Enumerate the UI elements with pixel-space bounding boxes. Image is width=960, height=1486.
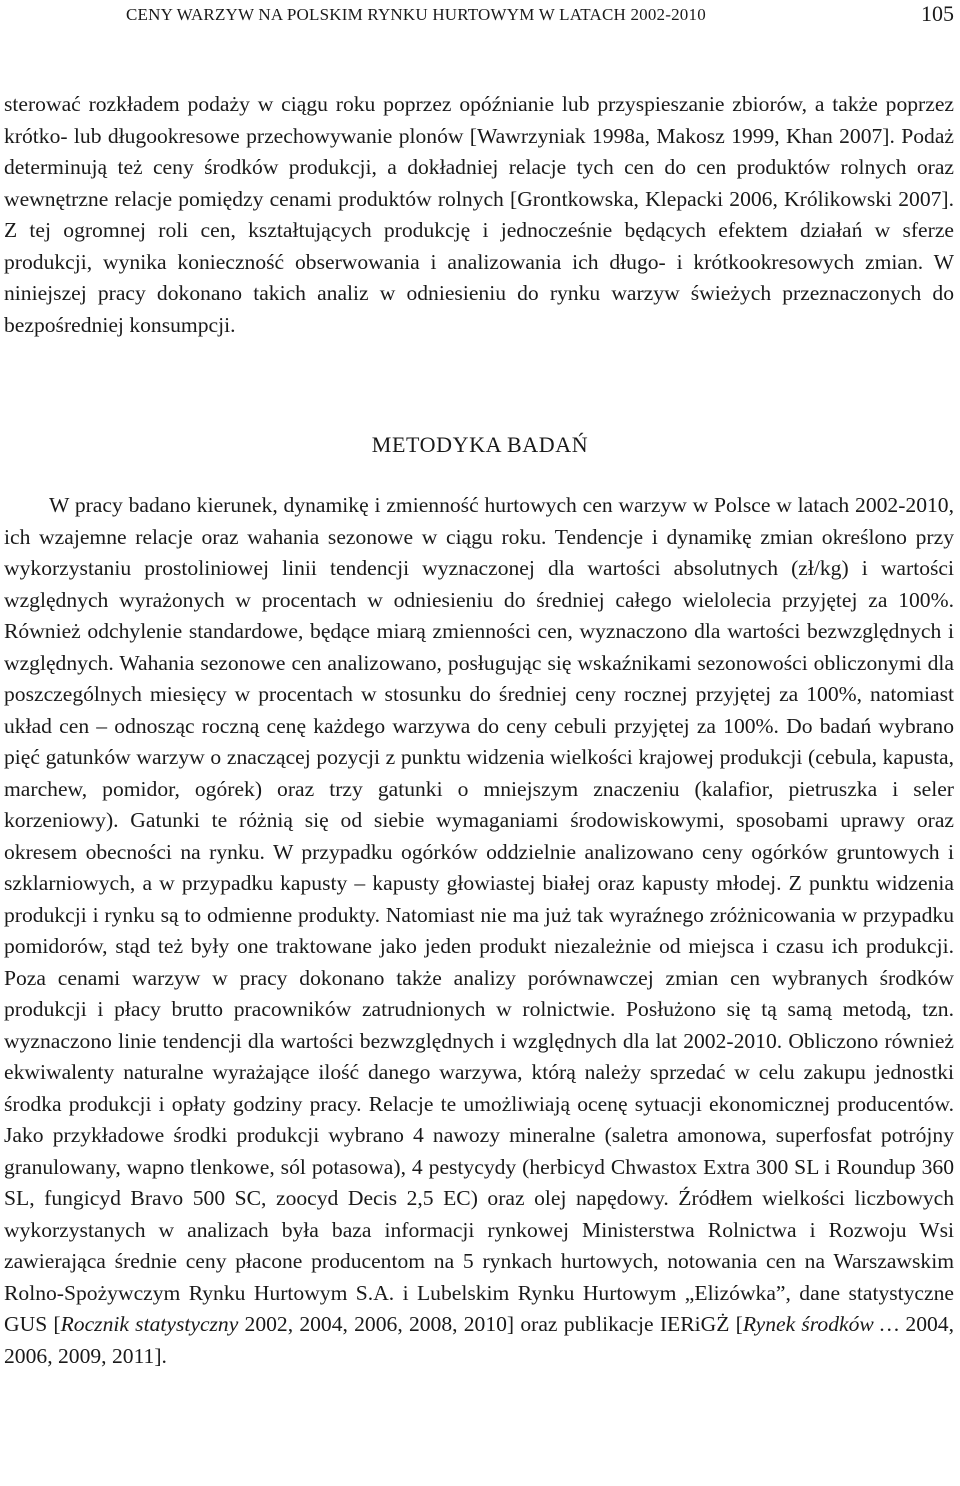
running-header-title: CENY WARZYW NA POLSKIM RYNKU HURTOWYM W LATACH 2002-2010 (126, 5, 706, 24)
intro-paragraph (4, 89, 954, 341)
page-number: 105 (921, 1, 954, 26)
source-title-rynek: Rynek środków … (742, 1312, 900, 1336)
methodology-paragraph (4, 490, 954, 1372)
methodology-text-part3: 2004, 2006, 2009, 2011]. (4, 1312, 955, 1368)
methodology-text-part1: W pracy badano kierunek, dynamikę i zmienność hurtowych cen warzyw w Polsce w latach 2002-2010, ich wzajemne relacje oraz wahania sezonowe w ciągu roku. Tendencje i dynamikę zmian określono przy wykorzystaniu prostoliniowej linii tendencji wyznaczonej dla wartości absolutnych (zł/kg) i wartości względnych wyrażonych w procentach w odniesieniu do średniej całego wielolecia przyjętej za 100%. Również odchylenie standardowe, będące miarą zmienności cen, wyznaczono dla wartości bezwzględnych i względnych. Wahania sezonowe cen analizowano, posługując się wskaźnikami sezonowości obliczonymi dla poszczególnych miesięcy w procentach w stosunku do średniej ceny rocznej przyjętej za 100%, natomiast układ cen – odnosząc roczną cenę każdego warzywa do ceny cebuli przyjętej za 100%. Do badań wybrano pięć gatunków warzyw o znaczącej pozycji z punktu widzenia wielkości krajowej produkcji (cebula, kapusta, marchew, pomidor, ogórek) oraz trzy gatunki o mniejszym znaczeniu (kalafior, pietruszka i seler korzeniowy). Gatunki te różnią się od siebie wymaganiami środowiskowymi, sposobami uprawy oraz okresem obecności na rynku. W przypadku ogórków oddzielnie analizowano ceny ogórków gruntowych i szklarniowych, a w przypadku kapusty – kapusty głowiastej białej oraz kapusty młodej. Z punktu widzenia produkcji i rynku są to odmienne produkty. Natomiast nie ma już tak wyraźnego zróżnicowania w przypadku pomidorów, stąd też były one traktowane jako jeden produkt niezależnie od miejsca i czasu ich produkcji. Poza cenami warzyw w pracy dokonano także analizy porównawczej zmian cen wybranych środków produkcji i płacy brutto pracowników zatrudnionych w rolnictwie. Posłużono się tą samą metodą, tzn. wyznaczono linie tendencji dla wartości bezwzględnych i względnych dla lat 2002-2010. Obliczono również ekwiwalenty naturalne wyrażające ilość danego warzywa, którą należy sprzedać w celu zakupu jednostki środka produkcji i opłaty godziny pracy. Relacje te umożliwiają ocenę sytuacji ekonomicznej producentów. Jako przykładowe środki produkcji wybrano 4 nawozy mineralne (saletra amonowa, superfosfat potrójny granulowany, wapno tlenkowe, sól potasowa), 4 pestycydy (herbicyd Chwastox Extra 300 SL i Roundup 360 SL, fungicyd Bravo 500 SC, zoocyd Decis 2,5 EC) oraz olej napędowy. Źródłem wielkości liczbowych wykorzystanych w analizach była baza informacji rynkowej Ministerstwa Rolnictwa i Rozwoju Wsi zawierająca średnie ceny płacone producentom na 5 rynkach hurtowych, notowania cen na Warszawskim Rolno-Spożywczym Rynku Hurtowym S.A. i Lubelskim Rynku Hurtowym „Elizówka”, dane statystyczne GUS [ (4, 493, 954, 1336)
running-header (0, 0, 960, 34)
methodology-text-part2: 2002, 2004, 2006, 2008, 2010] oraz publikacje IERiGŻ [ (238, 1312, 743, 1336)
section-heading: METODYKA BADAŃ (371, 432, 589, 457)
intro-paragraph-text: sterować rozkładem podaży w ciągu roku poprzez opóźnianie lub przyspieszanie zbiorów, a także poprzez krótko- lub długookresowe przechowywanie plonów [Wawrzyniak 1998a, Makosz 1999, Khan 2007]. Podaż determinują też ceny środków produkcji, a dokładniej relacje tych cen do cen produktów rolnych oraz wewnętrzne relacje pomiędzy cenami produktów rolnych [Grontkowska, Klepacki 2006, Królikowski 2007]. Z tej ogromnej roli cen, kształtujących produkcję i jednocześnie będących efektem działań w sferze produkcji, wynika konieczność obserwowania i analizowania ich długo- i krótkookresowych zmian. W niniejszej pracy dokonano takich analiz w odniesieniu do rynku warzyw świeżych przeznaczonych do bezpośredniej konsumpcji. (4, 92, 954, 337)
source-title-rocznik: Rocznik statystyczny (60, 1312, 239, 1336)
